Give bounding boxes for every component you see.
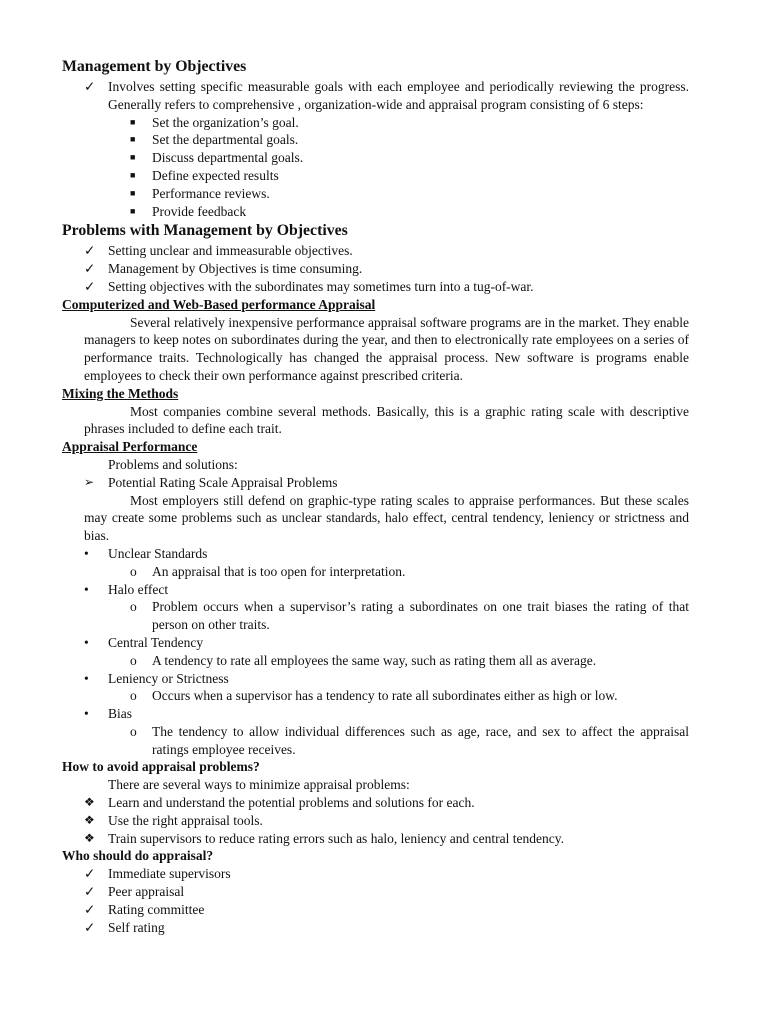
list-item [62, 865, 689, 883]
check-icon: ✓ [84, 866, 96, 882]
list-item [62, 114, 689, 132]
problem-name: Halo effect [108, 581, 169, 597]
list-item [62, 919, 689, 937]
list-item [62, 670, 689, 688]
step-text: Set the organization’s goal. [152, 114, 299, 130]
diamond-bullet-icon: ❖ [84, 795, 95, 810]
heading-management-by-objectives: Management by Objectives [62, 58, 247, 75]
bullet-icon: • [84, 670, 89, 686]
list-item [62, 652, 689, 670]
avoid-intro: There are several ways to minimize appraisal problems: [108, 777, 410, 793]
who-text: Peer appraisal [108, 884, 185, 900]
problem-text: Setting objectives with the subordinates may sometimes turn into a tug-of-war. [108, 278, 534, 294]
mixing-paragraph: Most companies combine several methods. Basically, this is a graphic rating scale with descriptive phrases included to define each trait. [84, 403, 689, 437]
list-item [62, 812, 689, 830]
problem-name: Leniency or Strictness [108, 670, 229, 686]
mbo-intro-list [62, 78, 689, 114]
avoid-text: Use the right appraisal tools. [108, 812, 263, 828]
step-text: Performance reviews. [152, 185, 270, 201]
bullet-icon: • [84, 706, 89, 722]
list-item [62, 830, 689, 848]
bullet-icon: • [84, 634, 89, 650]
appraisal-problems-list [62, 634, 689, 652]
list-item [62, 167, 689, 185]
step-text: Provide feedback [152, 203, 247, 219]
step-text: Set the departmental goals. [152, 132, 299, 148]
problem-text: Management by Objectives is time consuming. [108, 261, 363, 277]
problem-desc: A tendency to rate all employees the same way, such as rating them all as average. [152, 652, 597, 668]
appraisal-arrow-list [62, 474, 689, 492]
list-item [62, 260, 689, 278]
square-bullet-icon: ■ [130, 134, 136, 145]
appraisal-subtitle: Problems and solutions: [108, 456, 238, 472]
diamond-bullet-icon: ❖ [84, 830, 95, 845]
problem-text: Setting unclear and immeasurable objectives. [108, 243, 353, 259]
check-icon: ✓ [84, 278, 96, 294]
list-item [62, 78, 689, 114]
computerized-paragraph: Several relatively inexpensive performance appraisal software programs are in the market. They enable managers to keep notes on subordinates during the year, and then to electronically rate employees on a series of performance traits. Technologically has changed the appraisal process. New software is programs enable employees to check their own performance against prescribed criteria. [84, 314, 689, 383]
list-item [62, 634, 689, 652]
list-item [62, 723, 689, 759]
mbo-intro-text: Involves setting specific measurable goals with each employee and periodically reviewing the progress. Generally refers to comprehensive , organization-wide and appraisal program consisting of 6 steps: [108, 79, 689, 112]
problem-name: Unclear Standards [108, 545, 208, 561]
avoid-list [62, 794, 689, 847]
square-bullet-icon: ■ [130, 169, 136, 180]
problem-desc-list [62, 563, 689, 581]
list-item [62, 705, 689, 723]
problem-name: Bias [108, 706, 133, 722]
list-item [62, 901, 689, 919]
who-text: Self rating [108, 919, 165, 935]
problem-desc-list [62, 687, 689, 705]
circle-bullet-icon: o [130, 723, 137, 739]
appraisal-problems-list [62, 581, 689, 599]
document-content [62, 56, 689, 936]
appraisal-paragraph: Most employers still defend on graphic-type rating scales to appraise performances. But these scales may create some problems such as unclear standards, halo effect, central tendency, leniency or strictness and bias. [84, 492, 689, 544]
problem-desc-list [62, 652, 689, 670]
step-text: Discuss departmental goals. [152, 150, 304, 166]
check-icon: ✓ [84, 884, 96, 900]
who-text: Rating committee [108, 901, 205, 917]
circle-bullet-icon: o [130, 563, 137, 579]
appraisal-problems-list [62, 670, 689, 688]
bullet-icon: • [84, 545, 89, 561]
list-item [62, 581, 689, 599]
step-text: Define expected results [152, 167, 279, 183]
check-icon: ✓ [84, 243, 96, 259]
list-item [62, 598, 689, 634]
check-icon: ✓ [84, 919, 96, 935]
list-item [62, 883, 689, 901]
problem-desc: The tendency to allow individual differences such as age, race, and sex to affect the appraisal ratings employee receives. [152, 723, 689, 757]
heading-problems-with-mbo: Problems with Management by Objectives [62, 222, 348, 240]
circle-bullet-icon: o [130, 652, 137, 668]
problem-desc: Occurs when a supervisor has a tendency to rate all subordinates either as high or low. [152, 688, 618, 704]
list-item [62, 278, 689, 296]
list-item [62, 203, 689, 221]
heading-how-to-avoid: How to avoid appraisal problems? [62, 759, 260, 775]
who-text: Immediate supervisors [108, 866, 231, 882]
heading-who-should-appraise: Who should do appraisal? [62, 848, 214, 864]
problem-desc-list [62, 723, 689, 759]
mbo-steps-list [62, 114, 689, 221]
bullet-icon: • [84, 581, 89, 597]
appraisal-problems-list [62, 705, 689, 723]
list-item [62, 687, 689, 705]
list-item [62, 242, 689, 260]
list-item [62, 131, 689, 149]
diamond-bullet-icon: ❖ [84, 812, 95, 827]
problem-desc: Problem occurs when a supervisor’s rating a subordinates on one trait biases the rating of that person on other traits. [152, 599, 689, 633]
square-bullet-icon: ■ [130, 152, 136, 163]
heading-computerized-appraisal: Computerized and Web-Based performance Appraisal [62, 296, 376, 312]
avoid-text: Train supervisors to reduce rating errors such as halo, leniency and central tendency. [108, 830, 564, 846]
square-bullet-icon: ■ [130, 187, 136, 198]
list-item [62, 474, 689, 492]
problem-desc-list [62, 598, 689, 634]
list-item [62, 185, 689, 203]
list-item [62, 149, 689, 167]
list-item [62, 794, 689, 812]
list-item [62, 563, 689, 581]
who-list [62, 865, 689, 936]
check-icon: ✓ [84, 79, 96, 94]
appraisal-problems-list [62, 545, 689, 563]
check-icon: ✓ [84, 901, 96, 917]
arrow-item-text: Potential Rating Scale Appraisal Problems [108, 474, 338, 490]
problem-desc: An appraisal that is too open for interpretation. [152, 563, 406, 579]
square-bullet-icon: ■ [130, 205, 136, 216]
problems-list [62, 242, 689, 295]
problem-name: Central Tendency [108, 634, 204, 650]
heading-mixing-methods: Mixing the Methods [62, 385, 179, 401]
avoid-text: Learn and understand the potential problems and solutions for each. [108, 795, 475, 811]
list-item [62, 545, 689, 563]
check-icon: ✓ [84, 261, 96, 277]
circle-bullet-icon: o [130, 688, 137, 704]
arrow-bullet-icon: ➢ [84, 474, 95, 489]
square-bullet-icon: ■ [130, 116, 136, 127]
circle-bullet-icon: o [130, 599, 137, 615]
heading-appraisal-performance: Appraisal Performance [62, 439, 198, 455]
